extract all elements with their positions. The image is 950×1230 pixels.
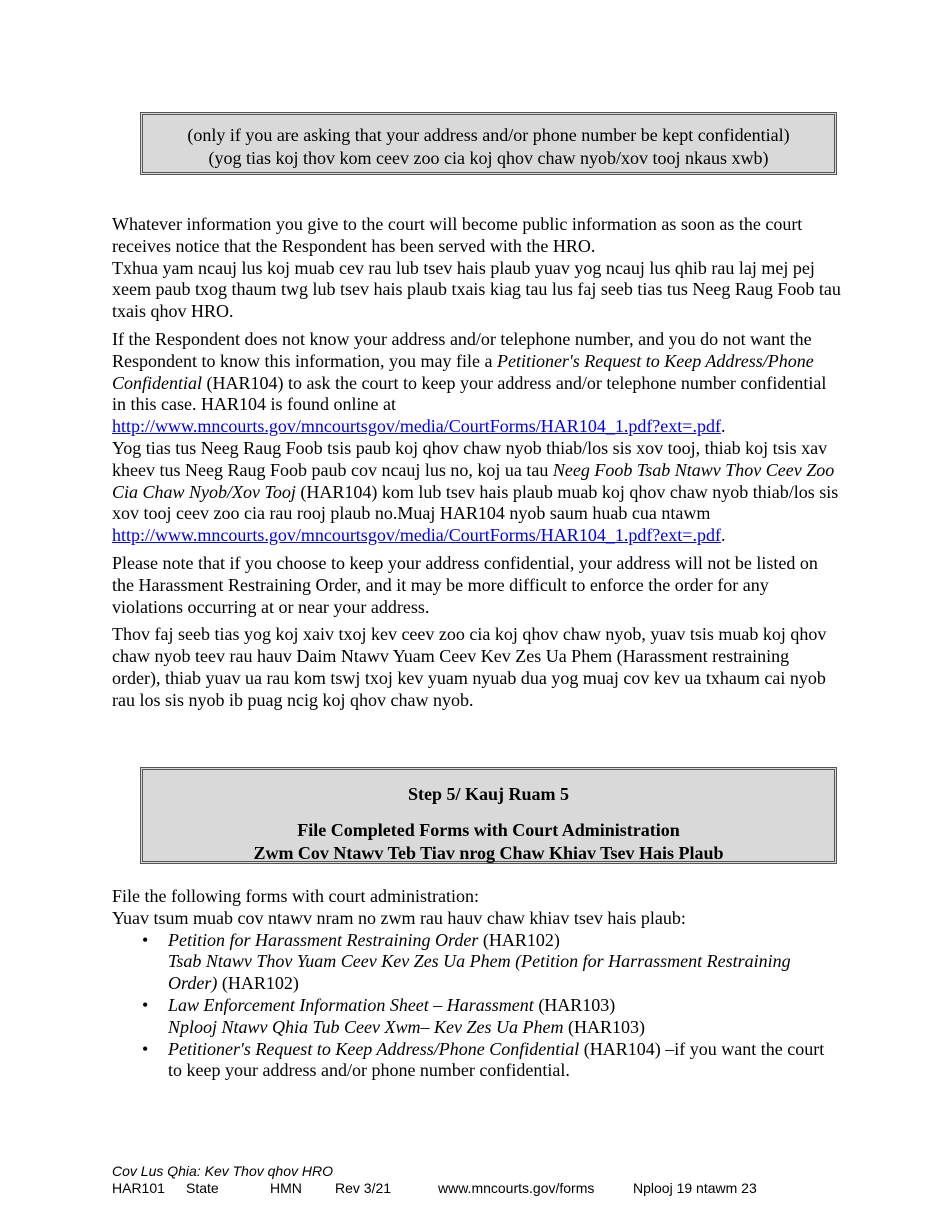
notice-line-en: (only if you are asking that your address and/or phone number be kept confidential): [187, 125, 790, 145]
list-item: • Petitioner's Request to Keep Address/Phone Confidential (HAR104) –if you want the court to keep your address and/or phone number confidential.: [112, 1039, 842, 1083]
footer-title: Cov Lus Qhia: Kev Thov qhov HRO: [112, 1163, 333, 1179]
paragraph-public-info-hmn: Txhua yam ncauj lus koj muab cev rau lub tsev hais plaub yuav yog ncauj lus qhib rau laj mej pej xeem paub txog thaum twg lub tsev hais plaub txais kiag tau lus faj seeb tias tus Neeg Raug Foob tau txais qhov HRO.: [112, 257, 841, 322]
step-title-en: File Completed Forms with Court Administration: [297, 820, 680, 840]
file-forms-section: [112, 886, 842, 1082]
step-5-box: [140, 767, 837, 864]
page-footer: [112, 1163, 757, 1197]
confidential-notice-box: [140, 112, 837, 175]
footer-lang: HMN: [270, 1180, 302, 1196]
confidentiality-section: [112, 214, 842, 712]
har104-link-hmn[interactable]: http://www.mncourts.gov/mncourtsgov/media/CourtForms/HAR104_1.pdf?ext=.pdf: [112, 525, 721, 546]
notice-line-hmn: (yog tias koj thov kom ceev zoo cia koj qhov chaw nyob/xov tooj nkaus xwb): [208, 148, 769, 168]
paragraph-har104-en: If the Respondent does not know your address and/or telephone number, and you do not want the Respondent to know this information, you may file a Petitioner's Request to Keep Address/Phone Confidential (HAR104) to ask the court to keep your address and/or telephone number confidential in this case. HAR104 is found online at http://www.mncourts.gov/mncourtsgov/media/CourtForms/HAR104_1.pdf?ext=.pdf.: [112, 328, 827, 437]
file-intro-en: File the following forms with court administration:: [112, 886, 479, 906]
file-intro-hmn: Yuav tsum muab cov ntawv nram no zwm rau hauv chaw khiav tsev hais plaub:: [112, 907, 686, 928]
footer-page-number: Nplooj 19 ntawm 23: [633, 1180, 757, 1196]
list-item: • Petition for Harassment Restraining Order (HAR102) Tsab Ntawv Thov Yuam Ceev Kev Zes Ua Phem (Petition for Harrassment Restraining Order) (HAR102): [112, 930, 842, 995]
list-item: • Law Enforcement Information Sheet – Harassment (HAR103) Nplooj Ntawv Qhia Tub Ceev Xwm– Kev Zes Ua Phem (HAR103): [112, 995, 842, 1039]
footer-form-code: HAR101: [112, 1180, 165, 1196]
footer-type: State: [186, 1180, 219, 1196]
paragraph-note-hmn: Thov faj seeb tias yog koj xaiv txoj kev ceev zoo cia koj qhov chaw nyob, yuav tsis muab koj qhov chaw nyob teev rau hauv Daim Ntawv Yuam Ceev Kev Zes Ua Phem (Harassment restraining order), thiab yuav ua rau kom tswj txoj kev yuam nyuab dua yog muaj cov kev ua txhaum cai nyob rau los sis nyob ib puag ncig koj qhov chaw nyob.: [112, 624, 827, 710]
forms-list: [112, 930, 842, 1083]
footer-rev: Rev 3/21: [335, 1180, 392, 1196]
har104-link[interactable]: http://www.mncourts.gov/mncourtsgov/media/CourtForms/HAR104_1.pdf?ext=.pdf: [112, 416, 721, 437]
paragraph-har104-hmn: Yog tias tus Neeg Raug Foob tsis paub koj qhov chaw nyob thiab/los sis xov tooj, thiab koj tsis xav kheev tus Neeg Raug Foob paub cov ncauj lus no, koj ua tau Neeg Foob Tsab Ntawv Thov Ceev Zoo Cia Chaw Nyob/Xov Tooj (HAR104) kom lub tsev hais plaub muab koj qhov chaw nyob thiab/los sis xov tooj ceev zoo cia rau rooj plaub no.Muaj HAR104 nyob saum huab cua ntawm http://www.mncourts.gov/mncourtsgov/media/CourtForms/HAR104_1.pdf?ext=.pdf.: [112, 437, 839, 546]
step-title-hmn: Zwm Cov Ntawv Teb Tiav nrog Chaw Khiav Tsev Hais Plaub: [253, 843, 724, 863]
paragraph-note-en: Please note that if you choose to keep your address confidential, your address will not be listed on the Harassment Restraining Order, and it may be more difficult to enforce the order for any violations occurring at or near your address.: [112, 552, 818, 617]
step-heading: Step 5/ Kauj Ruam 5: [407, 784, 569, 804]
footer-url: www.mncourts.gov/forms: [438, 1180, 595, 1196]
paragraph-public-info-en: Whatever information you give to the court will become public information as soon as the court receives notice that the Respondent has been served with the HRO.: [112, 214, 803, 256]
